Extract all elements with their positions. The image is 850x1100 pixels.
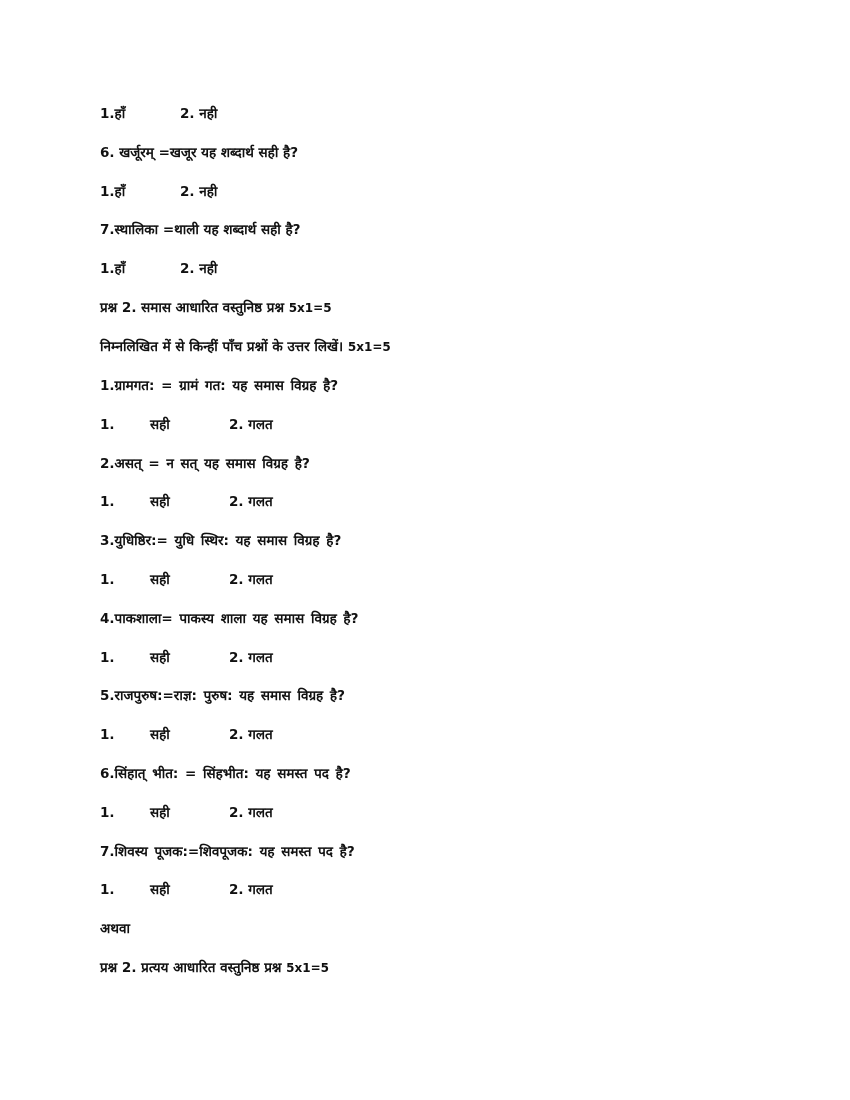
athva-label: अथवा: [100, 921, 130, 937]
option-1-number: 1.: [100, 727, 115, 743]
option-1-number: 1.: [100, 494, 115, 510]
instruction-text: निम्नलिखित में से किन्हीं पाँच प्रश्नों के उत्तर लिखें।: [100, 339, 344, 355]
section-2-alt-heading: [100, 958, 329, 978]
option-galat: 2. गलत: [229, 494, 273, 510]
option-sahi: सही: [150, 805, 170, 821]
option-no: 2. नही: [180, 261, 218, 277]
samas-question-7: 7.शिवस्य पूजक:=शिवपूजक: यह समस्त पद है?: [100, 844, 355, 860]
option-sahi: सही: [150, 882, 170, 898]
yes-no-options-2: [100, 182, 125, 202]
option-1-number: 1.: [100, 805, 115, 821]
option-sahi: सही: [150, 417, 170, 433]
option-yes-number: 1.: [100, 261, 115, 277]
option-yes-number: 1.: [100, 106, 115, 122]
instruction-marks: 5x1=5: [347, 340, 391, 354]
option-no: 2. नही: [180, 184, 218, 200]
option-sahi: सही: [150, 494, 170, 510]
option-sahi: सही: [150, 650, 170, 666]
option-galat: 2. गलत: [229, 805, 273, 821]
section-2-heading: [100, 298, 332, 318]
option-galat: 2. गलत: [229, 650, 273, 666]
option-yes-number: 1.: [100, 184, 115, 200]
option-yes: हाँ: [114, 261, 126, 277]
option-1-number: 1.: [100, 417, 115, 433]
yes-no-options-3: [100, 259, 125, 279]
section-marks: 5x1=5: [288, 301, 332, 315]
option-yes: हाँ: [114, 106, 126, 122]
samas-question-1: 1.ग्रामगत: = ग्रामं गत: यह समास विग्रह है?: [100, 378, 339, 394]
section-marks: 5x1=5: [286, 961, 329, 975]
vocab-question-6: 6. खर्जूरम् =खजूर यह शब्दार्थ सही है?: [100, 145, 299, 161]
option-1-number: 1.: [100, 882, 115, 898]
option-sahi: सही: [150, 572, 170, 588]
section-heading-text: प्रश्न 2. प्रत्यय आधारित वस्तुनिष्ठ प्रश्न: [100, 960, 282, 976]
option-sahi: सही: [150, 727, 170, 743]
option-1-number: 1.: [100, 650, 115, 666]
samas-question-4: 4.पाकशाला= पाकस्य शाला यह समास विग्रह है?: [100, 611, 359, 627]
option-no: 2. नही: [180, 106, 218, 122]
instruction: [100, 337, 391, 357]
option-yes: हाँ: [114, 184, 126, 200]
section-heading-text: प्रश्न 2. समास आधारित वस्तुनिष्ठ प्रश्न: [100, 300, 284, 316]
option-galat: 2. गलत: [229, 727, 273, 743]
samas-question-5: 5.राजपुरुष:=राज्ञ: पुरुष: यह समास विग्रह है?: [100, 688, 345, 704]
samas-question-2: 2.असत् = न सत् यह समास विग्रह है?: [100, 456, 310, 472]
option-galat: 2. गलत: [229, 572, 273, 588]
samas-question-6: 6.सिंहात् भीत: = सिंहभीत: यह समस्त पद है?: [100, 766, 351, 782]
option-galat: 2. गलत: [229, 882, 273, 898]
vocab-question-7: 7.स्थालिका =थाली यह शब्दार्थ सही है?: [100, 222, 301, 238]
yes-no-options-1: [100, 104, 125, 124]
option-galat: 2. गलत: [229, 417, 273, 433]
samas-question-3: 3.युधिष्ठिर:= युधि स्थिर: यह समास विग्रह है?: [100, 533, 342, 549]
option-1-number: 1.: [100, 572, 115, 588]
